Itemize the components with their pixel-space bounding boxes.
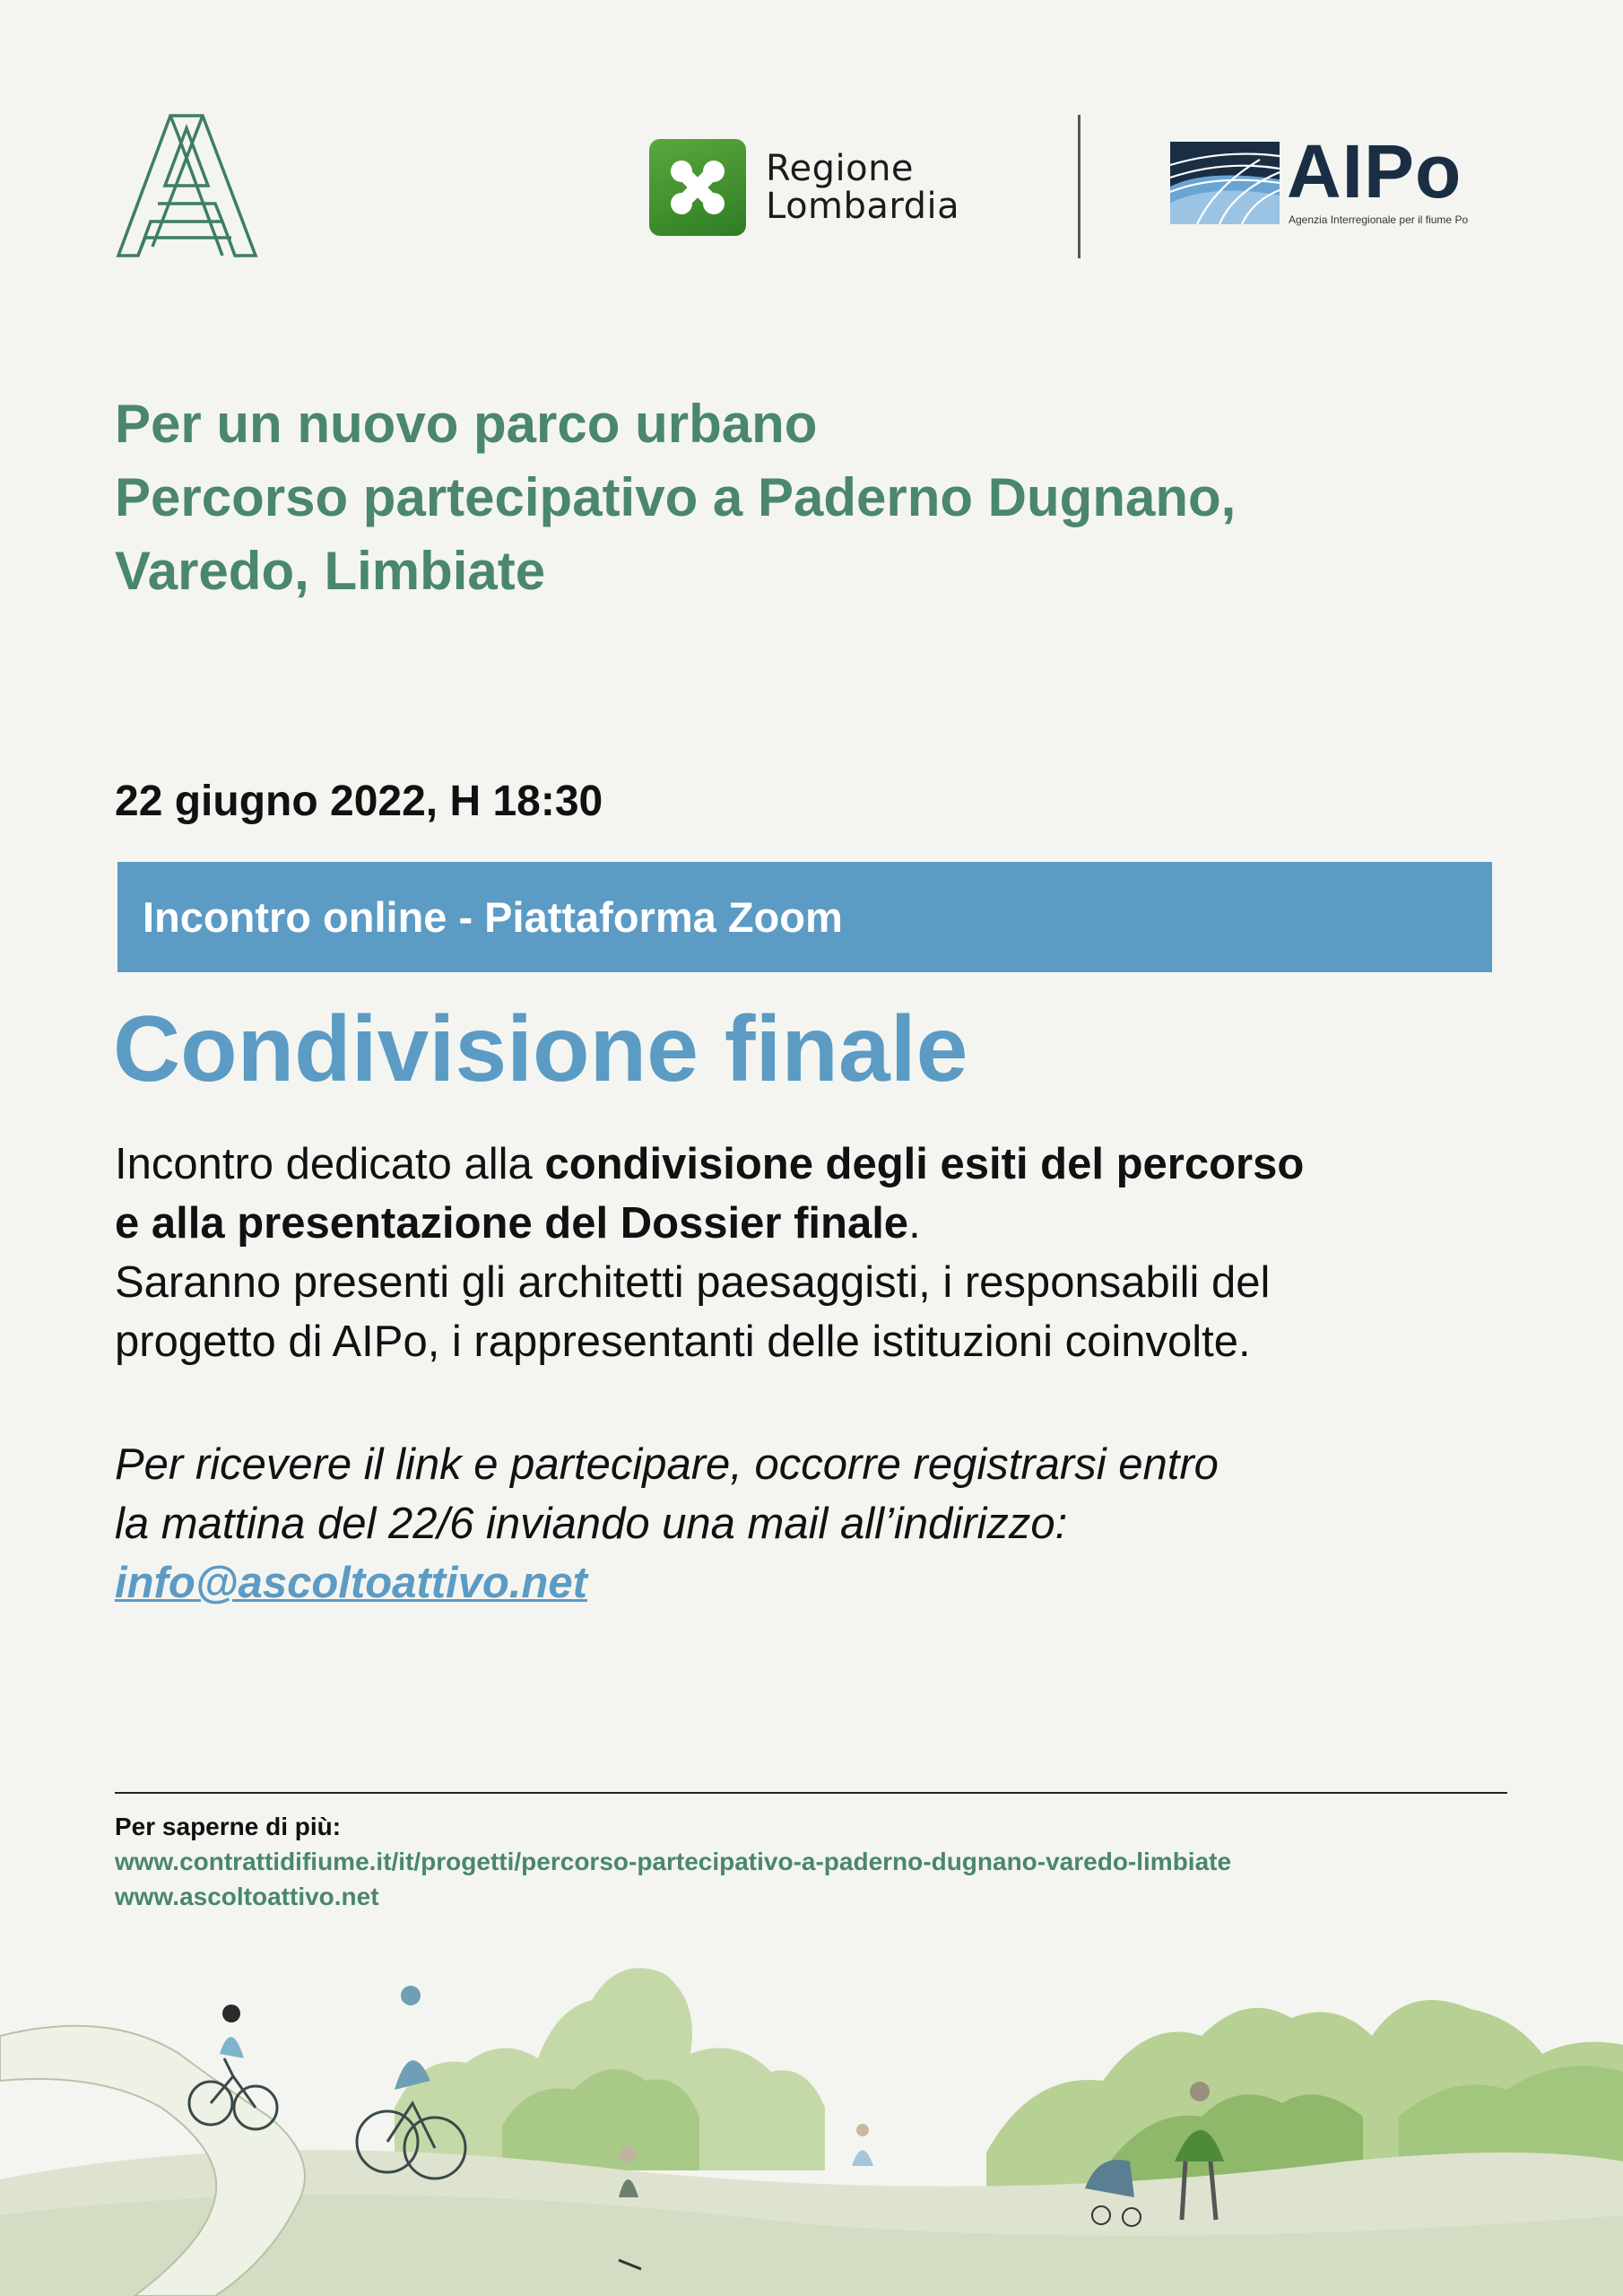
body-bold-2: e alla presentazione del Dossier finale xyxy=(115,1199,909,1248)
registration-line2: la mattina del 22/6 inviando una mail all’indirizzo: xyxy=(115,1500,1068,1548)
body-line3: Saranno presenti gli architetti paesaggisti, i responsabili del xyxy=(115,1258,1271,1307)
page-title xyxy=(115,387,1514,608)
aipo-subtitle: Agenzia Interregionale per il fiume Po xyxy=(1289,213,1469,226)
body-line4: progetto di AIPo, i rappresentanti delle istituzioni coinvolte. xyxy=(115,1318,1251,1366)
park-landscape-illustration xyxy=(0,1901,1623,2296)
title-line2: Percorso partecipativo a Paderno Dugnano, xyxy=(115,467,1237,527)
footer xyxy=(115,1809,1231,1914)
title-line1: Per un nuovo parco urbano xyxy=(115,394,818,454)
ascolto-attivo-logo-icon xyxy=(115,112,258,260)
logo-divider xyxy=(1078,115,1081,258)
aipo-name: AIPo xyxy=(1287,129,1462,213)
footer-label: Per saperne di più: xyxy=(115,1813,342,1840)
aipo-waves-icon xyxy=(1170,142,1280,224)
registration-info xyxy=(115,1435,1219,1613)
footer-link-ascolto[interactable]: www.ascoltoattivo.net xyxy=(115,1883,379,1910)
body-intro: Incontro dedicato alla xyxy=(115,1140,545,1188)
aipo-logo xyxy=(1170,129,1469,229)
title-line3: Varedo, Limbiate xyxy=(115,541,546,601)
event-date: 22 giugno 2022, H 18:30 xyxy=(115,778,603,825)
regione-lombardia-line1: Regione xyxy=(766,148,915,189)
footer-divider xyxy=(115,1792,1507,1794)
regione-lombardia-line2: Lombardia xyxy=(766,186,960,227)
banner-text: Incontro online - Piattaforma Zoom xyxy=(143,893,843,941)
regione-lombardia-rose-icon xyxy=(649,139,746,236)
headline: Condivisione finale xyxy=(113,997,968,1101)
body-period: . xyxy=(908,1199,921,1248)
registration-line1: Per ricevere il link e partecipare, occorre registrarsi entro xyxy=(115,1440,1219,1489)
event-banner xyxy=(117,862,1492,972)
body-bold-1: condivisione degli esiti del percorso xyxy=(544,1140,1305,1188)
footer-link-contratti[interactable]: www.contrattidifiume.it/it/progetti/percorso-partecipativo-a-paderno-dugnano-varedo-limbiate xyxy=(115,1848,1232,1875)
event-description xyxy=(115,1135,1532,1371)
regione-lombardia-logo xyxy=(649,139,959,236)
email-link[interactable]: info@ascoltoattivo.net xyxy=(115,1559,587,1607)
